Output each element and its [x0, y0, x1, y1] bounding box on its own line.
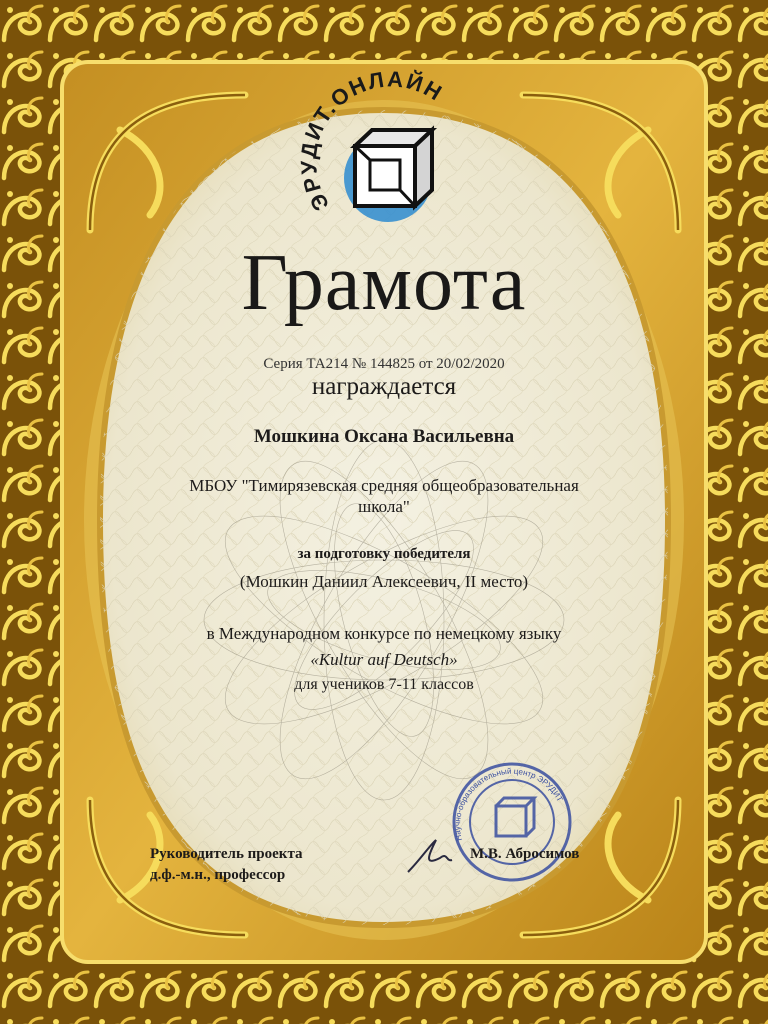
awarded-heading: награждается: [311, 373, 457, 400]
signer-role-line-2: д.ф.-м.н., профессор: [150, 867, 286, 883]
contest-line-3: для учеников 7-11 классов: [294, 676, 474, 693]
logo-text: ЭРУДИТ.ОНЛАЙН: [295, 66, 448, 215]
signer-name: М.В. Абросимов: [470, 846, 580, 862]
recipient-name: Мошкина Оксана Васильевна: [253, 426, 515, 447]
winner-details: (Мошкин Даниил Алексеевич, II место): [239, 572, 529, 591]
school-line-2: школа": [358, 497, 410, 516]
award-reason: за подготовку победителя: [297, 546, 471, 562]
page-title: Грамота: [241, 239, 527, 327]
cube-logo-icon: [344, 130, 432, 222]
stamp-text: Научно-образовательный центр ЭРУДИТ: [452, 766, 565, 842]
contest-line-2: «Kultur auf Deutsch»: [310, 650, 458, 669]
signer-role-line-1: Руководитель проекта: [150, 846, 303, 862]
series-number: Серия ТА214 № 144825 от 20/02/2020: [263, 356, 505, 372]
contest-line-1: в Международном конкурсе по немецкому языку: [206, 624, 562, 643]
school-line-1: МБОУ "Тимирязевская средняя общеобразовательная: [189, 476, 579, 495]
